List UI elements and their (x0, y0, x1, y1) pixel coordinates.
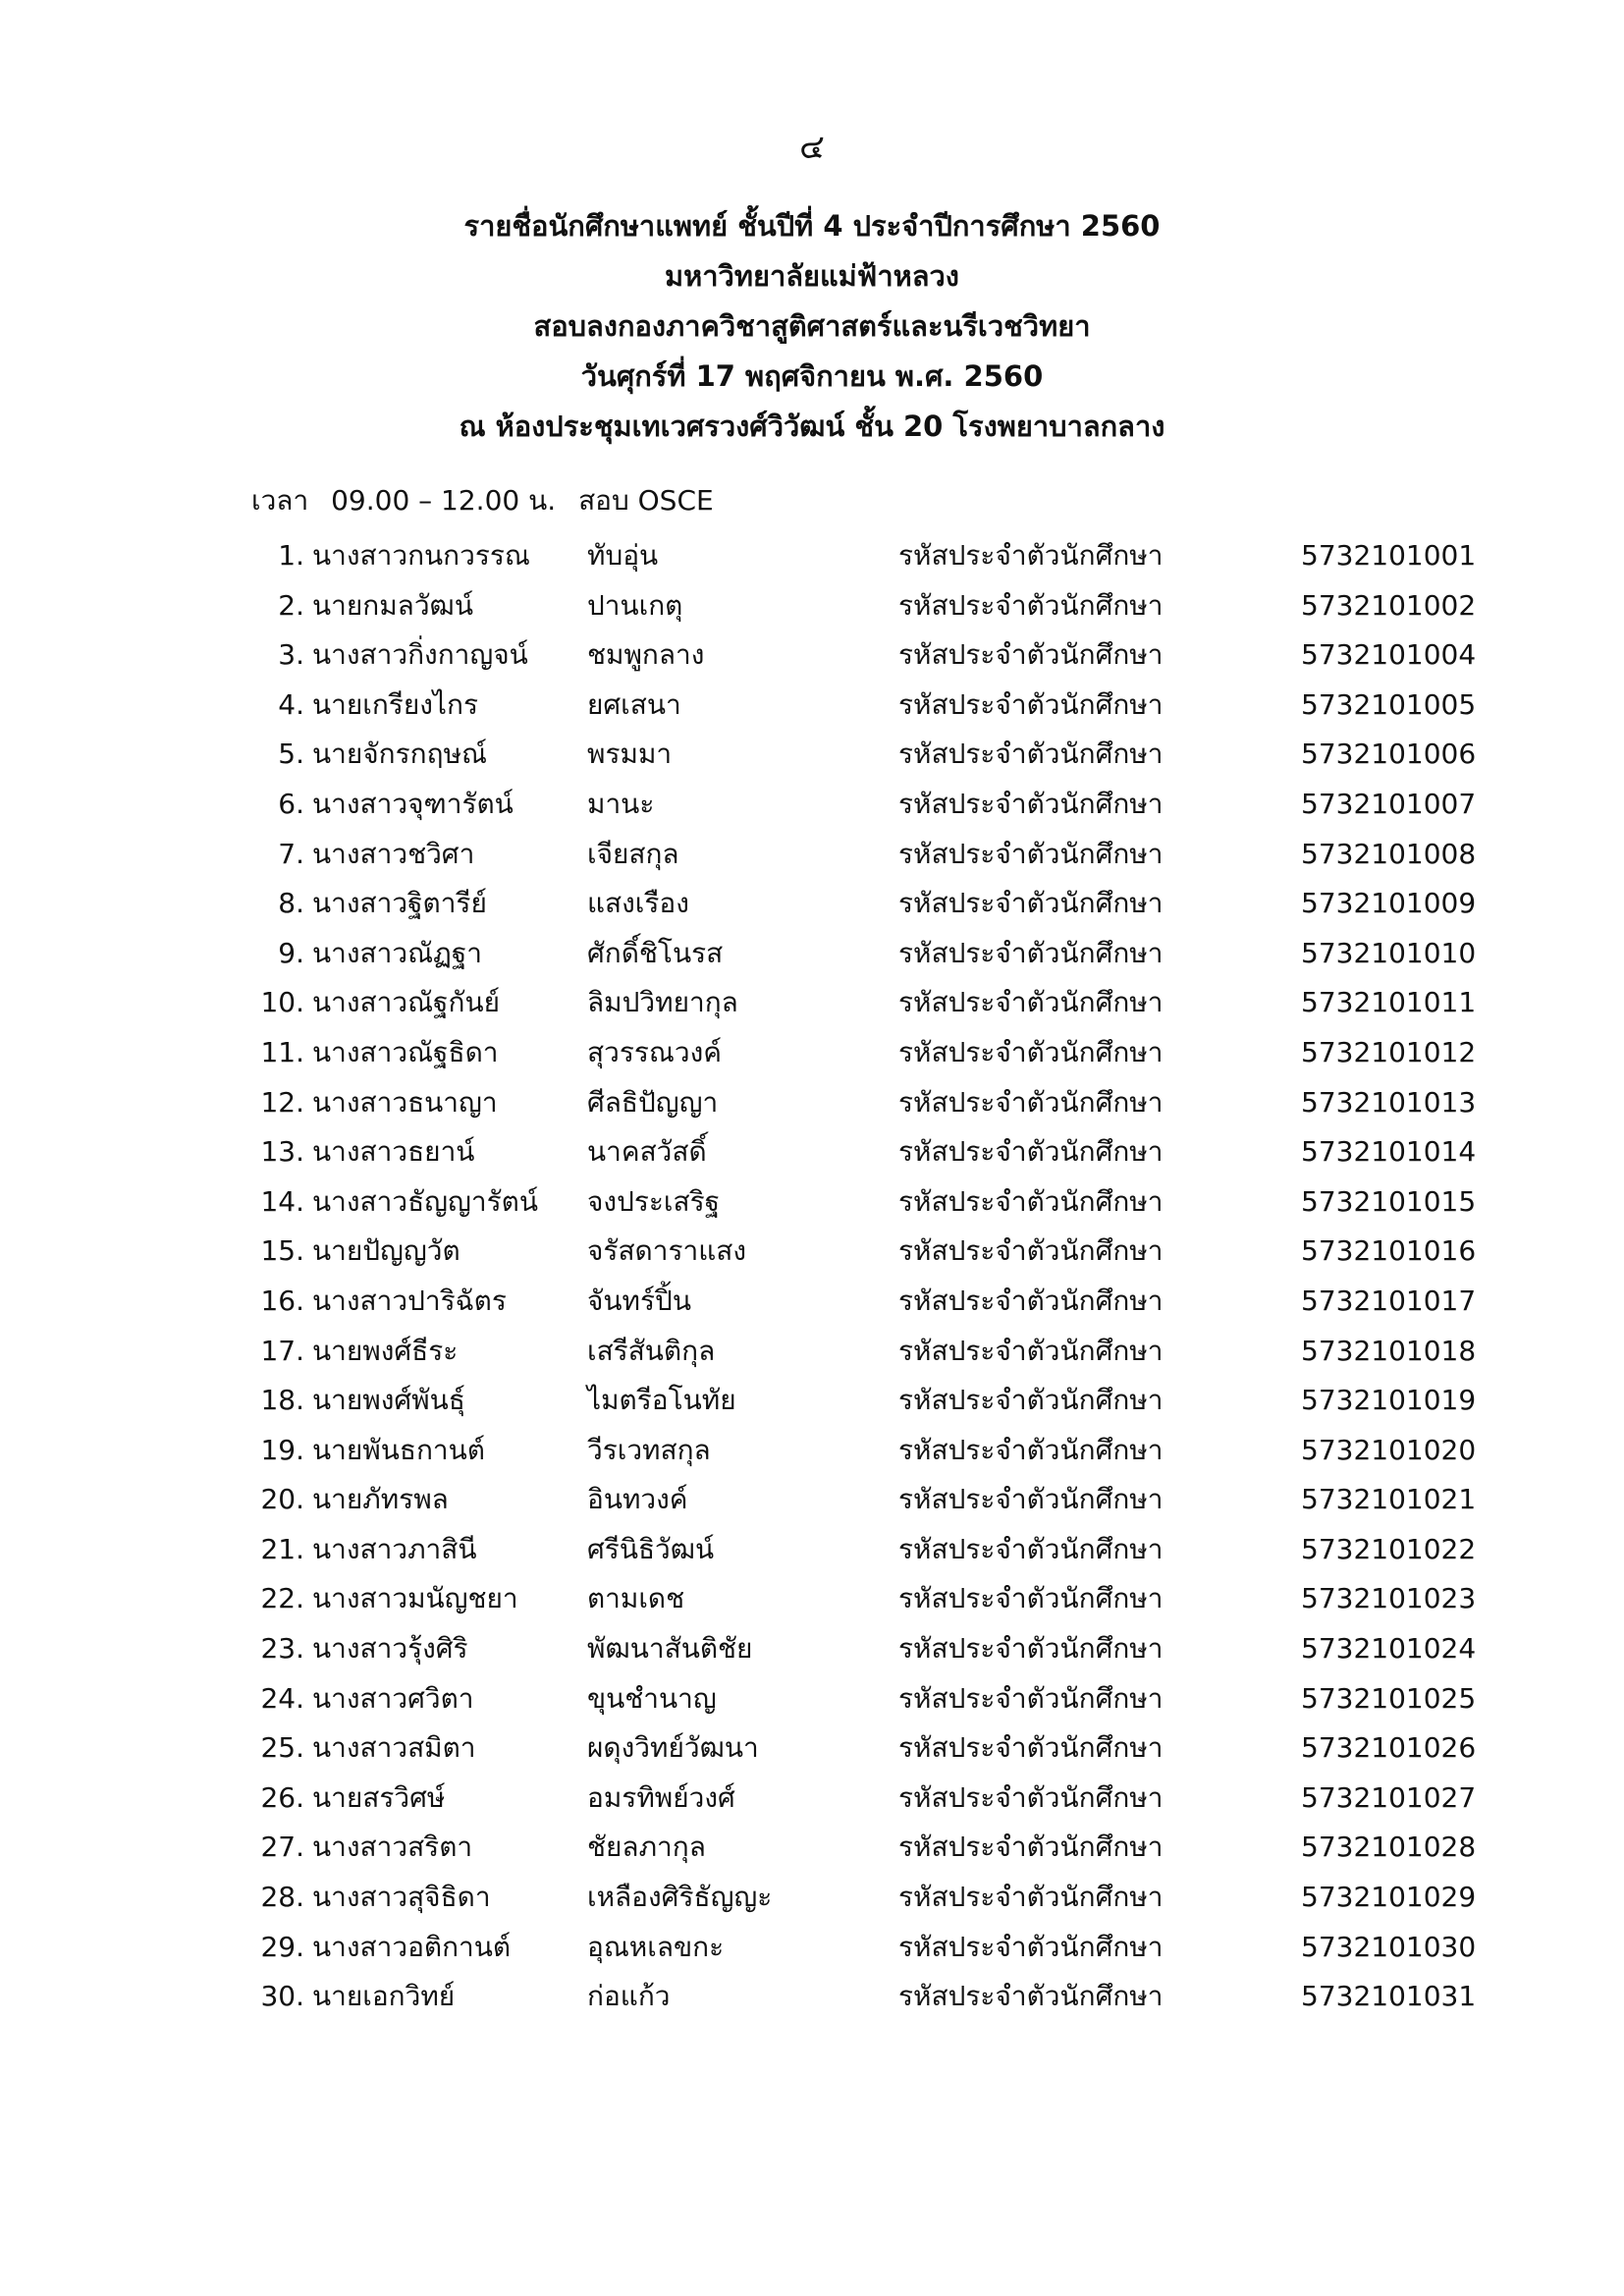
student-row (0, 1131, 1624, 1181)
student-last-name: อินทวงค์ (587, 1483, 688, 1516)
heading-date: วันศุกร์ที่ 17 พฤศจิกายน พ.ศ. 2560 (580, 359, 1044, 393)
student-last-name: ไมตรีอโนทัย (587, 1384, 736, 1417)
student-id: 5732101015 (1301, 1184, 1477, 1218)
student-first-name: นายปัญญวัต (312, 1234, 460, 1268)
student-last-name: อมรทิพย์วงศ์ (587, 1780, 735, 1814)
student-id: 5732101010 (1301, 936, 1477, 969)
student-number: 27. (260, 1831, 304, 1864)
student-number: 11. (260, 1035, 304, 1068)
student-id: 5732101027 (1301, 1780, 1477, 1814)
student-row (0, 535, 1624, 585)
student-first-name: นายสรวิศษ์ (312, 1780, 446, 1814)
student-first-name: นางสาวธนาญา (312, 1085, 498, 1119)
student-first-name: นายภัทรพล (312, 1483, 449, 1516)
student-last-name: เจียสกุล (587, 837, 679, 870)
student-first-name: นางสาวธัญญารัตน์ (312, 1184, 538, 1218)
student-row (0, 1827, 1624, 1877)
student-last-name: เสรีสันติกุล (587, 1334, 716, 1367)
student-row (0, 933, 1624, 983)
student-last-name: ปานเกตุ (587, 588, 683, 622)
student-id: 5732101014 (1301, 1135, 1477, 1169)
student-first-name: นางสาวณัฐธิดา (312, 1035, 499, 1068)
student-id-label: รหัสประจำตัวนักศึกษา (898, 1483, 1164, 1516)
student-id: 5732101022 (1301, 1532, 1477, 1565)
student-number: 29. (260, 1930, 304, 1963)
student-row (0, 1529, 1624, 1579)
student-number: 13. (260, 1135, 304, 1169)
student-list (0, 535, 1624, 2026)
student-first-name: นายพงศ์พันธุ์ (312, 1384, 465, 1417)
student-number: 5. (278, 738, 304, 771)
student-number: 2. (278, 588, 304, 622)
student-id: 5732101011 (1301, 986, 1477, 1019)
student-first-name: นายพันธกานต์ (312, 1433, 485, 1466)
student-first-name: นางสาวธยาน์ (312, 1135, 475, 1169)
student-first-name: นางสาวปาริฉัตร (312, 1284, 507, 1317)
student-id: 5732101028 (1301, 1831, 1477, 1864)
student-number: 19. (260, 1433, 304, 1466)
document-heading (0, 201, 1624, 452)
student-id-label: รหัสประจำตัวนักศึกษา (898, 1334, 1164, 1367)
heading-venue: ณ ห้องประชุมเทเวศรวงศ์วิวัฒน์ ชั้น 20 โรงพยาบาลกลาง (459, 410, 1165, 443)
student-last-name: จรัสดาราแสง (587, 1234, 747, 1268)
student-id-label: รหัสประจำตัวนักศึกษา (898, 1632, 1164, 1666)
student-id-label: รหัสประจำตัวนักศึกษา (898, 1184, 1164, 1218)
page-number: ๔ (799, 128, 825, 167)
student-last-name: จงประเสริฐ (587, 1184, 721, 1218)
student-number: 14. (260, 1184, 304, 1218)
student-row (0, 1976, 1624, 2026)
heading-title: รายชื่อนักศึกษาแพทย์ ชั้นปีที่ 4 ประจำปีการศึกษา 2560 (463, 209, 1161, 243)
student-number: 30. (260, 1980, 304, 2013)
student-number: 18. (260, 1384, 304, 1417)
student-number: 15. (260, 1234, 304, 1268)
student-row (0, 1331, 1624, 1381)
student-id-label: รหัสประจำตัวนักศึกษา (898, 837, 1164, 870)
student-first-name: นางสาวกนกวรรณ (312, 539, 530, 572)
student-id: 5732101006 (1301, 738, 1477, 771)
student-last-name: ลิมปวิทยากุล (587, 986, 738, 1019)
student-number: 17. (260, 1334, 304, 1367)
student-first-name: นายจักรกฤษณ์ (312, 738, 488, 771)
student-row (0, 1181, 1624, 1231)
student-row (0, 1727, 1624, 1777)
student-row (0, 1430, 1624, 1480)
student-last-name: ตามเดช (587, 1582, 685, 1615)
student-id-label: รหัสประจำตัวนักศึกษา (898, 887, 1164, 920)
student-first-name: นางสาวอติกานต์ (312, 1930, 512, 1963)
student-number: 25. (260, 1731, 304, 1765)
student-first-name: นางสาวศวิตา (312, 1681, 474, 1715)
student-first-name: นางสาวภาสินี (312, 1532, 477, 1565)
student-last-name: ชัยลภากุล (587, 1831, 706, 1864)
student-last-name: วีรเวทสกุล (587, 1433, 711, 1466)
student-id-label: รหัสประจำตัวนักศึกษา (898, 638, 1164, 672)
student-id-label: รหัสประจำตัวนักศึกษา (898, 738, 1164, 771)
student-row (0, 1777, 1624, 1828)
student-first-name: นายกมลวัฒน์ (312, 588, 473, 622)
student-number: 6. (278, 787, 304, 820)
student-id: 5732101004 (1301, 638, 1477, 672)
student-number: 10. (260, 986, 304, 1019)
student-number: 1. (278, 539, 304, 572)
student-first-name: นางสาวรุ้งศิริ (312, 1632, 468, 1666)
student-id-label: รหัสประจำตัวนักศึกษา (898, 1085, 1164, 1119)
student-id-label: รหัสประจำตัวนักศึกษา (898, 539, 1164, 572)
student-row (0, 1877, 1624, 1927)
student-row (0, 1032, 1624, 1082)
student-first-name: นางสาวฐิตารีย์ (312, 887, 487, 920)
student-row (0, 684, 1624, 735)
student-id-label: รหัสประจำตัวนักศึกษา (898, 1234, 1164, 1268)
student-id-label: รหัสประจำตัวนักศึกษา (898, 1384, 1164, 1417)
student-row (0, 1380, 1624, 1430)
student-id: 5732101013 (1301, 1085, 1477, 1119)
student-first-name: นางสาวกิ่งกาญจน์ (312, 638, 528, 672)
student-first-name: นางสาวมนัญชยา (312, 1582, 518, 1615)
student-last-name: ศีลธิปัญญา (587, 1085, 719, 1119)
student-id-label: รหัสประจำตัวนักศึกษา (898, 986, 1164, 1019)
student-id: 5732101018 (1301, 1334, 1477, 1367)
student-last-name: แสงเรือง (587, 887, 689, 920)
student-first-name: นางสาวณัฏฐา (312, 936, 483, 969)
student-last-name: สุวรรณวงค์ (587, 1035, 722, 1068)
student-number: 16. (260, 1284, 304, 1317)
student-number: 4. (278, 687, 304, 721)
student-last-name: ชมพูกลาง (587, 638, 705, 672)
student-first-name: นางสาวสริตา (312, 1831, 473, 1864)
student-id-label: รหัสประจำตัวนักศึกษา (898, 787, 1164, 820)
student-first-name: นางสาวสมิตา (312, 1731, 476, 1765)
student-first-name: นางสาวสุจิธิดา (312, 1881, 491, 1914)
student-row (0, 1578, 1624, 1628)
student-id: 5732101031 (1301, 1980, 1477, 2013)
student-last-name: ศักดิ์ชิโนรส (587, 936, 724, 969)
student-last-name: พรมมา (587, 738, 673, 771)
student-last-name: ผดุงวิทย์วัฒนา (587, 1731, 759, 1765)
student-number: 21. (260, 1532, 304, 1565)
student-row (0, 634, 1624, 684)
student-number: 8. (278, 887, 304, 920)
student-number: 22. (260, 1582, 304, 1615)
student-row (0, 734, 1624, 784)
student-first-name: นายเกรียงไกร (312, 687, 478, 721)
heading-department: สอบลงกองภาควิชาสูติศาสตร์และนรีเวชวิทยา (533, 309, 1091, 343)
student-row (0, 1281, 1624, 1331)
student-number: 24. (260, 1681, 304, 1715)
student-first-name: นายเอกวิทย์ (312, 1980, 456, 2013)
student-last-name: มานะ (587, 787, 655, 820)
student-last-name: ก่อแก้ว (587, 1980, 671, 2013)
student-number: 23. (260, 1632, 304, 1666)
student-number: 26. (260, 1780, 304, 1814)
student-id: 5732101024 (1301, 1632, 1477, 1666)
student-id: 5732101029 (1301, 1881, 1477, 1914)
student-first-name: นางสาวณัฐกันย์ (312, 986, 500, 1019)
student-id-label: รหัสประจำตัวนักศึกษา (898, 1681, 1164, 1715)
student-first-name: นางสาวจุฑารัตน์ (312, 787, 514, 820)
student-last-name: นาคสวัสดิ์ (587, 1135, 707, 1169)
student-id: 5732101025 (1301, 1681, 1477, 1715)
student-id-label: รหัสประจำตัวนักศึกษา (898, 1980, 1164, 2013)
student-row (0, 982, 1624, 1032)
student-id-label: รหัสประจำตัวนักศึกษา (898, 1532, 1164, 1565)
student-row (0, 1927, 1624, 1977)
session-line (251, 479, 728, 522)
student-id-label: รหัสประจำตัวนักศึกษา (898, 1731, 1164, 1765)
student-last-name: ศรีนิธิวัฒน์ (587, 1532, 715, 1565)
student-row (0, 1678, 1624, 1728)
student-first-name: นางสาวชวิศา (312, 837, 475, 870)
student-last-name: พัฒนาสันติชัย (587, 1632, 753, 1666)
student-row (0, 883, 1624, 933)
student-last-name: ยศเสนา (587, 687, 681, 721)
student-id-label: รหัสประจำตัวนักศึกษา (898, 1930, 1164, 1963)
student-id: 5732101030 (1301, 1930, 1477, 1963)
student-number: 7. (278, 837, 304, 870)
heading-university: มหาวิทยาลัยแม่ฟ้าหลวง (665, 259, 959, 293)
student-id: 5732101012 (1301, 1035, 1477, 1068)
student-id: 5732101008 (1301, 837, 1477, 870)
student-id: 5732101021 (1301, 1483, 1477, 1516)
student-last-name: ทับอุ่น (587, 539, 659, 572)
student-id-label: รหัสประจำตัวนักศึกษา (898, 1135, 1164, 1169)
student-id: 5732101005 (1301, 687, 1477, 721)
student-row (0, 1230, 1624, 1281)
student-id-label: รหัสประจำตัวนักศึกษา (898, 1035, 1164, 1068)
student-id-label: รหัสประจำตัวนักศึกษา (898, 1780, 1164, 1814)
student-number: 28. (260, 1881, 304, 1914)
student-id-label: รหัสประจำตัวนักศึกษา (898, 687, 1164, 721)
student-number: 3. (278, 638, 304, 672)
student-last-name: อุณหเลขกะ (587, 1930, 725, 1963)
session-time: 09.00 – 12.00 น. (331, 484, 557, 517)
student-id-label: รหัสประจำตัวนักศึกษา (898, 1582, 1164, 1615)
session-exam: สอบ OSCE (578, 484, 714, 517)
student-id-label: รหัสประจำตัวนักศึกษา (898, 1881, 1164, 1914)
student-id: 5732101020 (1301, 1433, 1477, 1466)
student-first-name: นายพงศ์ธีระ (312, 1334, 459, 1367)
student-row (0, 1628, 1624, 1678)
student-last-name: เหลืองศิริธัญญะ (587, 1881, 773, 1914)
student-id: 5732101002 (1301, 588, 1477, 622)
student-row (0, 784, 1624, 834)
student-id: 5732101017 (1301, 1284, 1477, 1317)
student-row (0, 1082, 1624, 1132)
student-number: 9. (278, 936, 304, 969)
student-id: 5732101001 (1301, 539, 1477, 572)
student-id: 5732101016 (1301, 1234, 1477, 1268)
student-number: 12. (260, 1085, 304, 1119)
student-id: 5732101023 (1301, 1582, 1477, 1615)
student-id: 5732101026 (1301, 1731, 1477, 1765)
student-row (0, 834, 1624, 884)
student-row (0, 585, 1624, 635)
student-row (0, 1479, 1624, 1529)
student-id-label: รหัสประจำตัวนักศึกษา (898, 1284, 1164, 1317)
student-id-label: รหัสประจำตัวนักศึกษา (898, 1831, 1164, 1864)
student-id: 5732101019 (1301, 1384, 1477, 1417)
student-id-label: รหัสประจำตัวนักศึกษา (898, 1433, 1164, 1466)
student-id: 5732101007 (1301, 787, 1477, 820)
student-number: 20. (260, 1483, 304, 1516)
student-id: 5732101009 (1301, 887, 1477, 920)
student-last-name: จันทร์ปิ้น (587, 1284, 691, 1317)
session-time-label: เวลา (251, 484, 309, 517)
student-id-label: รหัสประจำตัวนักศึกษา (898, 936, 1164, 969)
student-id-label: รหัสประจำตัวนักศึกษา (898, 588, 1164, 622)
student-last-name: ขุนชำนาญ (587, 1681, 717, 1715)
